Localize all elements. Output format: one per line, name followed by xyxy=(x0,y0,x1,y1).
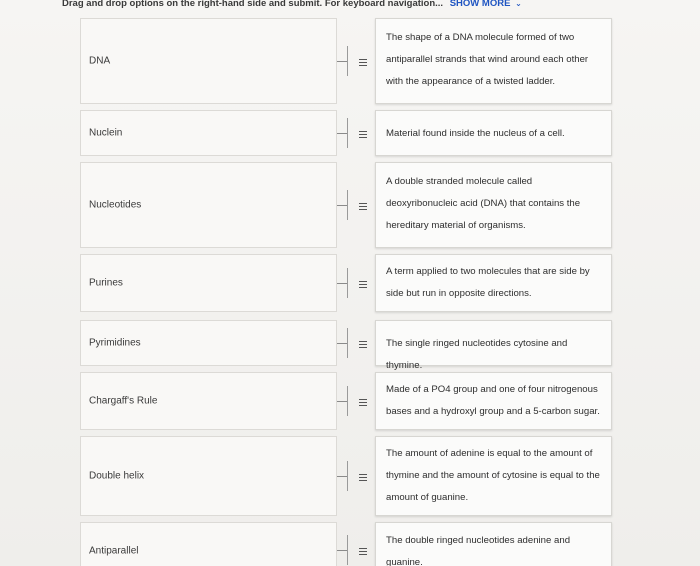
drag-handle-icon[interactable] xyxy=(358,279,368,290)
connector-line xyxy=(337,476,347,477)
drag-handle-icon[interactable] xyxy=(358,546,368,557)
term-label: Antiparallel xyxy=(89,545,139,557)
drag-handle-icon[interactable] xyxy=(358,201,368,212)
drop-zone-edge[interactable] xyxy=(347,535,348,565)
chevron-down-icon: ⌄ xyxy=(515,0,522,8)
term-label: Chargaff's Rule xyxy=(89,395,158,407)
drag-handle-icon[interactable] xyxy=(358,57,368,68)
term-label: Nuclein xyxy=(89,127,123,139)
drop-zone-edge[interactable] xyxy=(347,268,348,298)
drag-handle-icon[interactable] xyxy=(358,397,368,408)
definition-card[interactable] xyxy=(375,254,612,312)
drag-handle-icon[interactable] xyxy=(358,339,368,350)
definition-text: A double stranded molecule called deoxyribonucleic acid (DNA) that contains the hereditary material of organisms. xyxy=(386,176,581,231)
drop-zone-edge[interactable] xyxy=(347,46,348,76)
show-more-label: SHOW MORE xyxy=(449,0,511,9)
definition-card[interactable] xyxy=(375,18,612,104)
drop-zone-edge[interactable] xyxy=(347,386,348,416)
definition-card[interactable] xyxy=(375,522,612,566)
definition-card[interactable] xyxy=(375,320,612,371)
instructions-text: Drag and drop options on the right-hand side and submit. For keyboard navigation... xyxy=(62,0,444,9)
definition-text: The shape of a DNA molecule formed of two antiparallel strands that wind around each other with the appearance of a twisted ladder. xyxy=(386,32,589,87)
definition-card[interactable] xyxy=(375,436,612,516)
term-box-pyrimidines xyxy=(80,320,337,366)
definition-text: A term applied to two molecules that are side by side but run in opposite directions. xyxy=(386,266,590,299)
definition-text: The single ringed nucleotides cytosine and thymine. xyxy=(386,338,568,371)
term-box-nuclein xyxy=(80,110,337,156)
instructions xyxy=(62,0,522,9)
term-label: DNA xyxy=(89,55,111,67)
connector-line xyxy=(337,61,347,62)
drop-zone-edge[interactable] xyxy=(347,461,348,491)
definition-card[interactable] xyxy=(375,372,612,430)
term-box-dna xyxy=(80,18,337,104)
term-box-purines xyxy=(80,254,337,312)
definition-text: The double ringed nucleotides adenine and guanine. xyxy=(386,535,571,566)
definition-text: Material found inside the nucleus of a cell. xyxy=(386,128,565,139)
show-more-link[interactable] xyxy=(450,0,522,9)
definition-text: The amount of adenine is equal to the amount of thymine and the amount of cytosine is equal to the amount of guanine. xyxy=(386,448,600,503)
drag-handle-icon[interactable] xyxy=(358,472,368,483)
connector-line xyxy=(337,283,347,284)
drop-zone-edge[interactable] xyxy=(347,190,348,220)
connector-line xyxy=(337,133,347,134)
definition-text: Made of a PO4 group and one of four nitrogenous bases and a hydroxyl group and a 5-carbon sugar. xyxy=(386,384,600,417)
connector-line xyxy=(337,343,347,344)
definition-card[interactable] xyxy=(375,162,612,248)
connector-line xyxy=(337,401,347,402)
definition-card[interactable] xyxy=(375,110,612,156)
term-box-chargaffs-rule xyxy=(80,372,337,430)
drop-zone-edge[interactable] xyxy=(347,118,348,148)
term-box-double-helix xyxy=(80,436,337,516)
term-label: Purines xyxy=(89,277,123,289)
connector-line xyxy=(337,205,347,206)
term-label: Double helix xyxy=(89,470,145,482)
drop-zone-edge[interactable] xyxy=(347,328,348,358)
term-label: Nucleotides xyxy=(89,199,142,211)
drag-handle-icon[interactable] xyxy=(358,129,368,140)
term-box-nucleotides xyxy=(80,162,337,248)
term-label: Pyrimidines xyxy=(89,337,141,349)
connector-line xyxy=(337,550,347,551)
term-box-antiparallel xyxy=(80,522,337,566)
